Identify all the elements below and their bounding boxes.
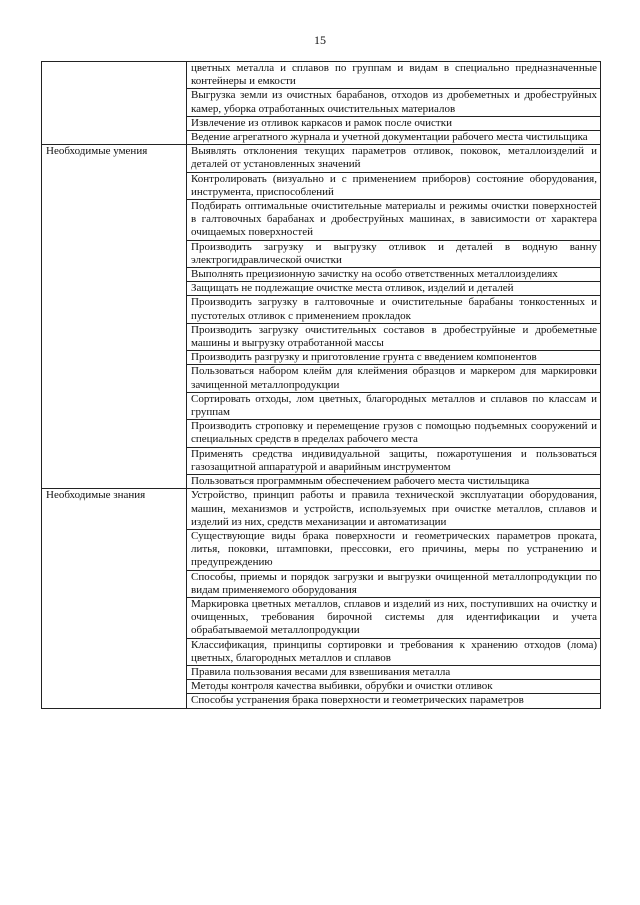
requirement-cell: Правила пользования весами для взвешивания металла (187, 665, 601, 679)
page-number: 15 (314, 33, 326, 47)
requirement-cell: Методы контроля качества выбивки, обрубки и очистки отливок (187, 680, 601, 694)
requirement-cell: Маркировка цветных металлов, сплавов и изделий из них, поступивших на очистку и очищенных, требования бирочной системы для идентификации и учета обрабатываемой металлопродукции (187, 597, 601, 638)
requirement-cell: Производить загрузку и выгрузку отливок и деталей в водную ванну электрогидравлической очистки (187, 240, 601, 267)
requirement-cell: Выполнять прецизионную зачистку на особо ответственных металлоизделиях (187, 268, 601, 282)
requirement-cell: Применять средства индивидуальной защиты, пожаротушения и пользоваться газозащитной аппаратурой и аварийным инструментом (187, 447, 601, 474)
requirement-cell: Сортировать отходы, лом цветных, благородных металлов и сплавов по классам и группам (187, 392, 601, 419)
requirement-cell: Производить разгрузку и приготовление грунта с введением компонентов (187, 351, 601, 365)
requirement-cell: Существующие виды брака поверхности и геометрических параметров проката, литья, поковки, штамповки, прессовки, его причины, меры по устранению и предупреждению (187, 529, 601, 570)
requirement-cell: Защищать не подлежащие очистке места отливок, изделий и деталей (187, 282, 601, 296)
requirement-cell: Извлечение из отливок каркасов и рамок после очистки (187, 116, 601, 130)
requirement-cell: Способы устранения брака поверхности и геометрических параметров (187, 694, 601, 708)
requirement-cell: Способы, приемы и порядок загрузки и выгрузки очищенной металлопродукции по видам применяемого оборудования (187, 570, 601, 597)
requirement-cell: Пользоваться программным обеспечением рабочего места чистильщика (187, 475, 601, 489)
category-cell (42, 62, 187, 145)
requirement-cell: Производить загрузку в галтовочные и очистительные барабаны тонкостенных и пустотелых отливок с применением прокладок (187, 296, 601, 323)
category-cell: Необходимые знания (42, 489, 187, 708)
requirement-cell: цветных металла и сплавов по группам и видам в специально предназначенные контейнеры и емкости (187, 62, 601, 89)
requirement-cell: Пользоваться набором клейм для клеймения образцов и маркером для маркировки зачищенной металлопродукции (187, 365, 601, 392)
table-body (42, 62, 601, 709)
requirement-cell: Классификация, принципы сортировки и требования к хранению отходов (лома) цветных, благородных металлов и сплавов (187, 638, 601, 665)
requirement-cell: Производить загрузку очистительных составов в дробеструйные и дробеметные машины и выгрузку отработанной массы (187, 323, 601, 350)
requirement-cell: Подбирать оптимальные очистительные материалы и режимы очистки поверхностей в галтовочных барабанах и дробеструйных машинах, в зависимости от характера очищаемых поверхностей (187, 200, 601, 241)
requirement-cell: Производить строповку и перемещение грузов с помощью подъемных сооружений и специальных средств в пределах рабочего места (187, 420, 601, 447)
category-cell: Необходимые умения (42, 145, 187, 489)
requirement-cell: Выявлять отклонения текущих параметров отливок, поковок, металлоизделий и деталей от установленных значений (187, 145, 601, 172)
requirement-cell: Устройство, принцип работы и правила технической эксплуатации оборудования, машин, механизмов и устройств, используемых при очистке металлов, сплавов и изделий из них, средств механизации и автоматизации (187, 489, 601, 530)
requirement-cell: Выгрузка земли из очистных барабанов, отходов из дробеметных и дробеструйных камер, уборка отработанных очистительных материалов (187, 89, 601, 116)
table-row (42, 145, 601, 172)
table-row (42, 62, 601, 89)
competency-table (41, 61, 601, 709)
requirement-cell: Ведение агрегатного журнала и учетной документации рабочего места чистильщика (187, 131, 601, 145)
table-row (42, 489, 601, 530)
requirement-cell: Контролировать (визуально и с применением приборов) состояние оборудования, инструмента, приспособлений (187, 172, 601, 199)
